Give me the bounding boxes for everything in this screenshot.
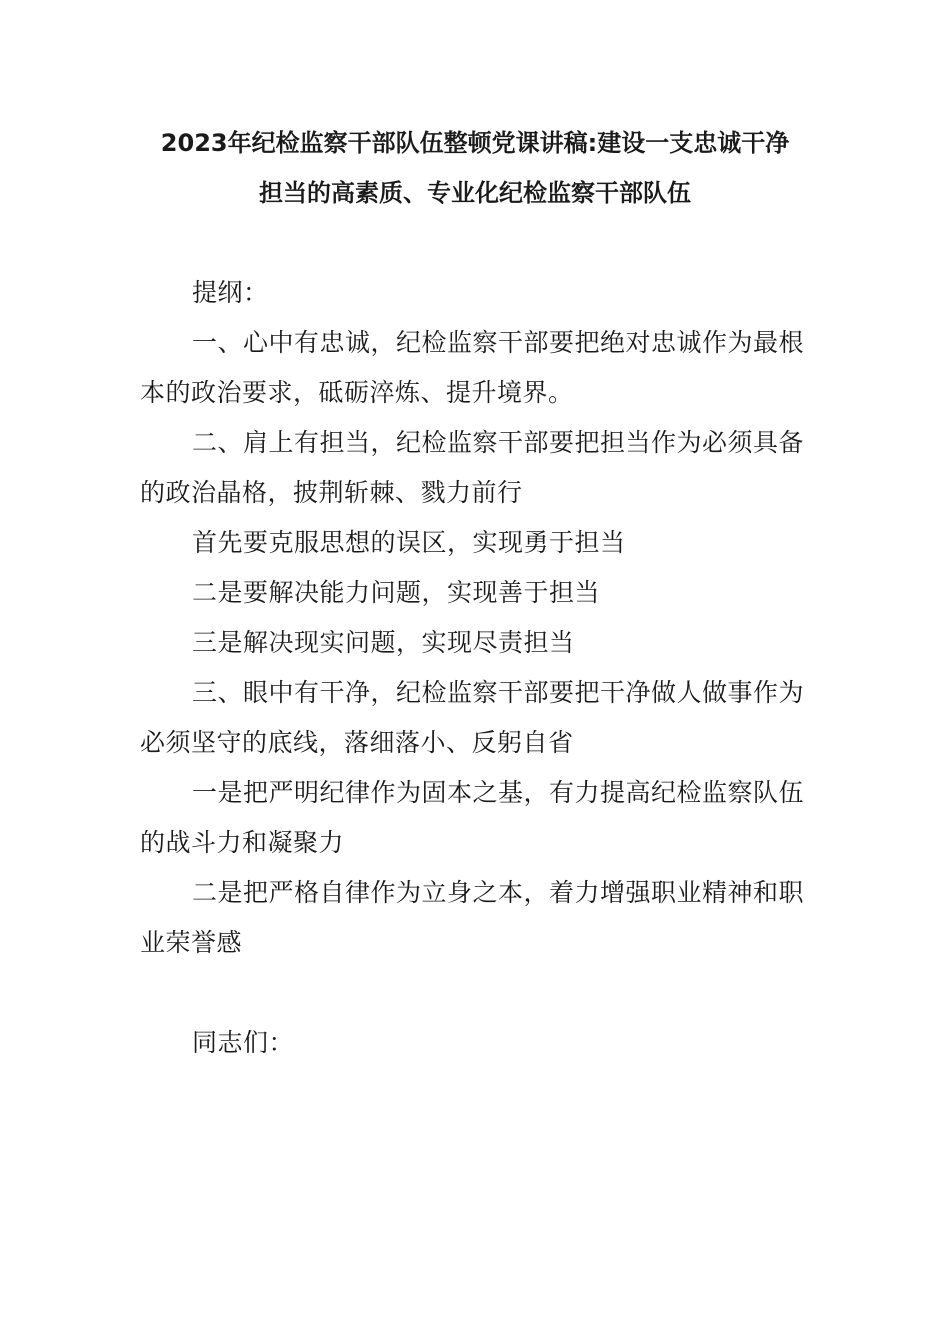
outline-subpoint-2-3: 三是解决现实问题，实现尽责担当 [192,628,575,657]
outline-point-3: 三、眼中有干净，纪检监察干部要把干净做人做事作为必须坚守的底线，落细落小、反躬自省 [140,678,805,757]
outline-subpoint-3-1: 一是把严明纪律作为固本之基，有力提高纪检监察队伍的战斗力和凝聚力 [140,778,805,857]
document-page [140,118,810,1068]
document-title [140,118,810,218]
outline-point-1: 一、心中有忠诚，纪检监察干部要把绝对忠诚作为最根本的政治要求，砥砺淬炼、提升境界。 [140,328,805,407]
section-gap [140,968,810,1018]
outline-subpoint-2-2: 二是要解决能力问题，实现善于担当 [192,578,601,607]
outline-point-2: 二、肩上有担当，纪检监察干部要把担当作为必须具备的政治晶格，披荆斩棘、戮力前行 [140,428,805,507]
salutation: 同志们： [192,1028,295,1057]
title-line-1: 2023年纪检监察干部队伍整顿党课讲稿:建设一支忠诚干净 [160,129,790,157]
title-spacer [140,218,810,268]
outline-subpoint-2-1: 首先要克服思想的误区，实现勇于担当 [192,528,626,557]
outline-heading: 提纲： [192,278,269,307]
title-line-2: 担当的高素质、专业化纪检监察干部队伍 [259,179,691,207]
outline-subpoint-3-2: 二是把严格自律作为立身之本，着力增强职业精神和职业荣誉感 [140,878,805,957]
